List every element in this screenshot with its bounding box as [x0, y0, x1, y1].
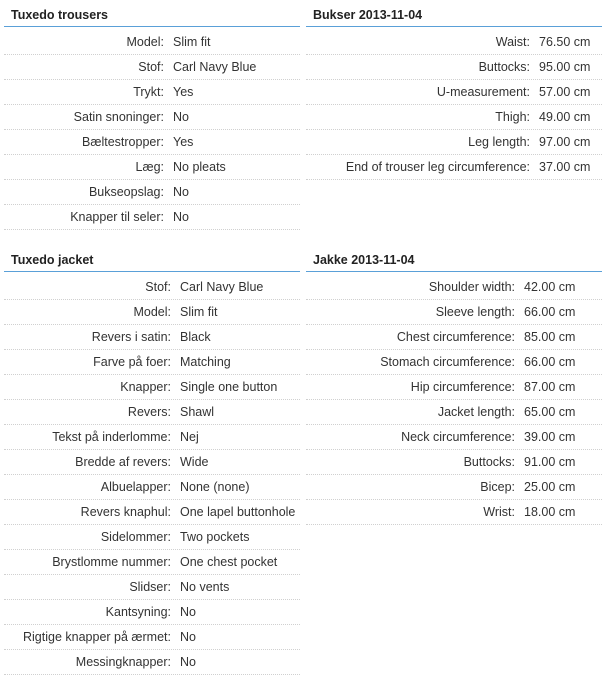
row-value: 37.00 cm [539, 160, 591, 174]
row-label: Brystlomme nummer: [52, 555, 171, 569]
row-label: Farve på foer: [93, 355, 171, 369]
row-label: Trykt: [133, 85, 164, 99]
row-label: Satin snoninger: [73, 110, 164, 124]
row-value: Carl Navy Blue [180, 280, 264, 294]
row-label: Knapper: [120, 380, 171, 394]
row-label: Shoulder width: [428, 280, 515, 294]
row-label: Albuelapper: [100, 480, 171, 494]
row-value: No [180, 630, 196, 644]
table-row [306, 105, 602, 130]
row-label: Tekst på inderlomme: [52, 430, 171, 444]
bukser-title: Bukser 2013-11-04 [306, 4, 602, 27]
row-value: 66.00 cm [524, 305, 576, 319]
table-row [4, 475, 300, 500]
table-row [4, 80, 300, 105]
table-row [306, 350, 602, 375]
jacket-title: Tuxedo jacket [4, 249, 300, 272]
row-label: Jacket length: [437, 405, 515, 419]
row-value: One chest pocket [180, 555, 278, 569]
row-value: Carl Navy Blue [173, 60, 257, 74]
table-row [4, 30, 300, 55]
table-row [306, 275, 602, 300]
jacket-panel [4, 249, 300, 675]
row-value: 66.00 cm [524, 355, 576, 369]
bukser-panel [306, 4, 602, 180]
table-row [306, 155, 602, 180]
row-value: No [180, 655, 196, 669]
row-value: 76.50 cm [539, 35, 591, 49]
row-value: No [180, 605, 196, 619]
row-label: U-measurement: [436, 85, 530, 99]
table-row [4, 180, 300, 205]
row-value: Shawl [180, 405, 215, 419]
table-row [4, 525, 300, 550]
row-value: No vents [180, 580, 230, 594]
bukser-rows [306, 30, 602, 180]
row-label: Model: [126, 35, 164, 49]
row-label: Thigh: [495, 110, 530, 124]
row-label: Chest circumference: [396, 330, 515, 344]
row-value: Nej [180, 430, 199, 444]
row-value: Wide [180, 455, 209, 469]
table-row [4, 500, 300, 525]
table-row [4, 105, 300, 130]
row-value: 18.00 cm [524, 505, 576, 519]
row-label: Kantsyning: [105, 605, 171, 619]
table-row [306, 55, 602, 80]
jacket-rows [4, 275, 300, 675]
table-row [306, 500, 602, 525]
row-value: 42.00 cm [524, 280, 576, 294]
row-value: Single one button [180, 380, 278, 394]
table-row [4, 550, 300, 575]
row-label: Revers knaphul: [80, 505, 171, 519]
table-row [306, 300, 602, 325]
row-value: 39.00 cm [524, 430, 576, 444]
row-value: Matching [180, 355, 231, 369]
table-row [306, 475, 602, 500]
table-row [4, 205, 300, 230]
row-label: Læg: [135, 160, 164, 174]
row-label: Stomach circumference: [380, 355, 515, 369]
row-value: 97.00 cm [539, 135, 591, 149]
row-label: Sleeve length: [435, 305, 515, 319]
table-row [4, 155, 300, 180]
table-row [4, 350, 300, 375]
row-label: Buttocks: [478, 60, 530, 74]
row-label: Waist: [495, 35, 530, 49]
row-label: Rigtige knapper på ærmet: [23, 630, 171, 644]
row-label: Stof: [138, 60, 164, 74]
row-label: Messingknapper: [75, 655, 171, 669]
table-row [4, 55, 300, 80]
row-value: 91.00 cm [524, 455, 576, 469]
row-value: No pleats [173, 160, 226, 174]
row-label: Leg length: [468, 135, 530, 149]
table-row [306, 425, 602, 450]
trousers-title: Tuxedo trousers [4, 4, 300, 27]
row-value: No [173, 110, 189, 124]
jakke-panel [306, 249, 602, 525]
row-label: Model: [133, 305, 171, 319]
row-value: 65.00 cm [524, 405, 576, 419]
row-value: 49.00 cm [539, 110, 591, 124]
table-row [4, 375, 300, 400]
table-row [4, 275, 300, 300]
row-value: Slim fit [173, 35, 211, 49]
jakke-rows [306, 275, 602, 525]
row-value: No [173, 210, 189, 224]
row-label: End of trouser leg circumference: [345, 160, 530, 174]
row-value: One lapel buttonhole [180, 505, 296, 519]
table-row [4, 625, 300, 650]
table-row [4, 600, 300, 625]
trousers-panel [4, 4, 300, 230]
row-label: Stof: [145, 280, 171, 294]
table-row [4, 450, 300, 475]
row-label: Bredde af revers: [75, 455, 171, 469]
row-value: 25.00 cm [524, 480, 576, 494]
table-row [4, 130, 300, 155]
table-row [4, 325, 300, 350]
table-row [306, 325, 602, 350]
row-value: 95.00 cm [539, 60, 591, 74]
table-row [4, 650, 300, 675]
row-label: Revers i satin: [91, 330, 171, 344]
row-value: No [173, 185, 189, 199]
table-row [4, 300, 300, 325]
row-value: Black [180, 330, 211, 344]
table-row [306, 80, 602, 105]
table-row [306, 450, 602, 475]
table-row [306, 130, 602, 155]
table-row [4, 575, 300, 600]
table-row [4, 425, 300, 450]
table-row [4, 400, 300, 425]
row-value: Two pockets [180, 530, 250, 544]
row-value: 85.00 cm [524, 330, 576, 344]
table-row [306, 30, 602, 55]
row-label: Bukseopslag: [88, 185, 164, 199]
row-label: Hip circumference: [410, 380, 515, 394]
row-label: Wrist: [483, 505, 515, 519]
table-row [306, 375, 602, 400]
row-label: Slidser: [129, 580, 171, 594]
row-label: Buttocks: [463, 455, 515, 469]
row-label: Bæltestropper: [82, 135, 164, 149]
row-value: Yes [173, 85, 194, 99]
row-label: Knapper til seler: [70, 210, 164, 224]
jakke-title: Jakke 2013-11-04 [306, 249, 602, 272]
row-label: Neck circumference: [401, 430, 515, 444]
row-value: None (none) [180, 480, 250, 494]
row-label: Sidelommer: [100, 530, 171, 544]
row-value: Slim fit [180, 305, 218, 319]
row-value: 87.00 cm [524, 380, 576, 394]
row-label: Revers: [127, 405, 171, 419]
table-row [306, 400, 602, 425]
row-value: Yes [173, 135, 194, 149]
trousers-rows [4, 30, 300, 230]
row-label: Bicep: [480, 480, 515, 494]
row-value: 57.00 cm [539, 85, 591, 99]
